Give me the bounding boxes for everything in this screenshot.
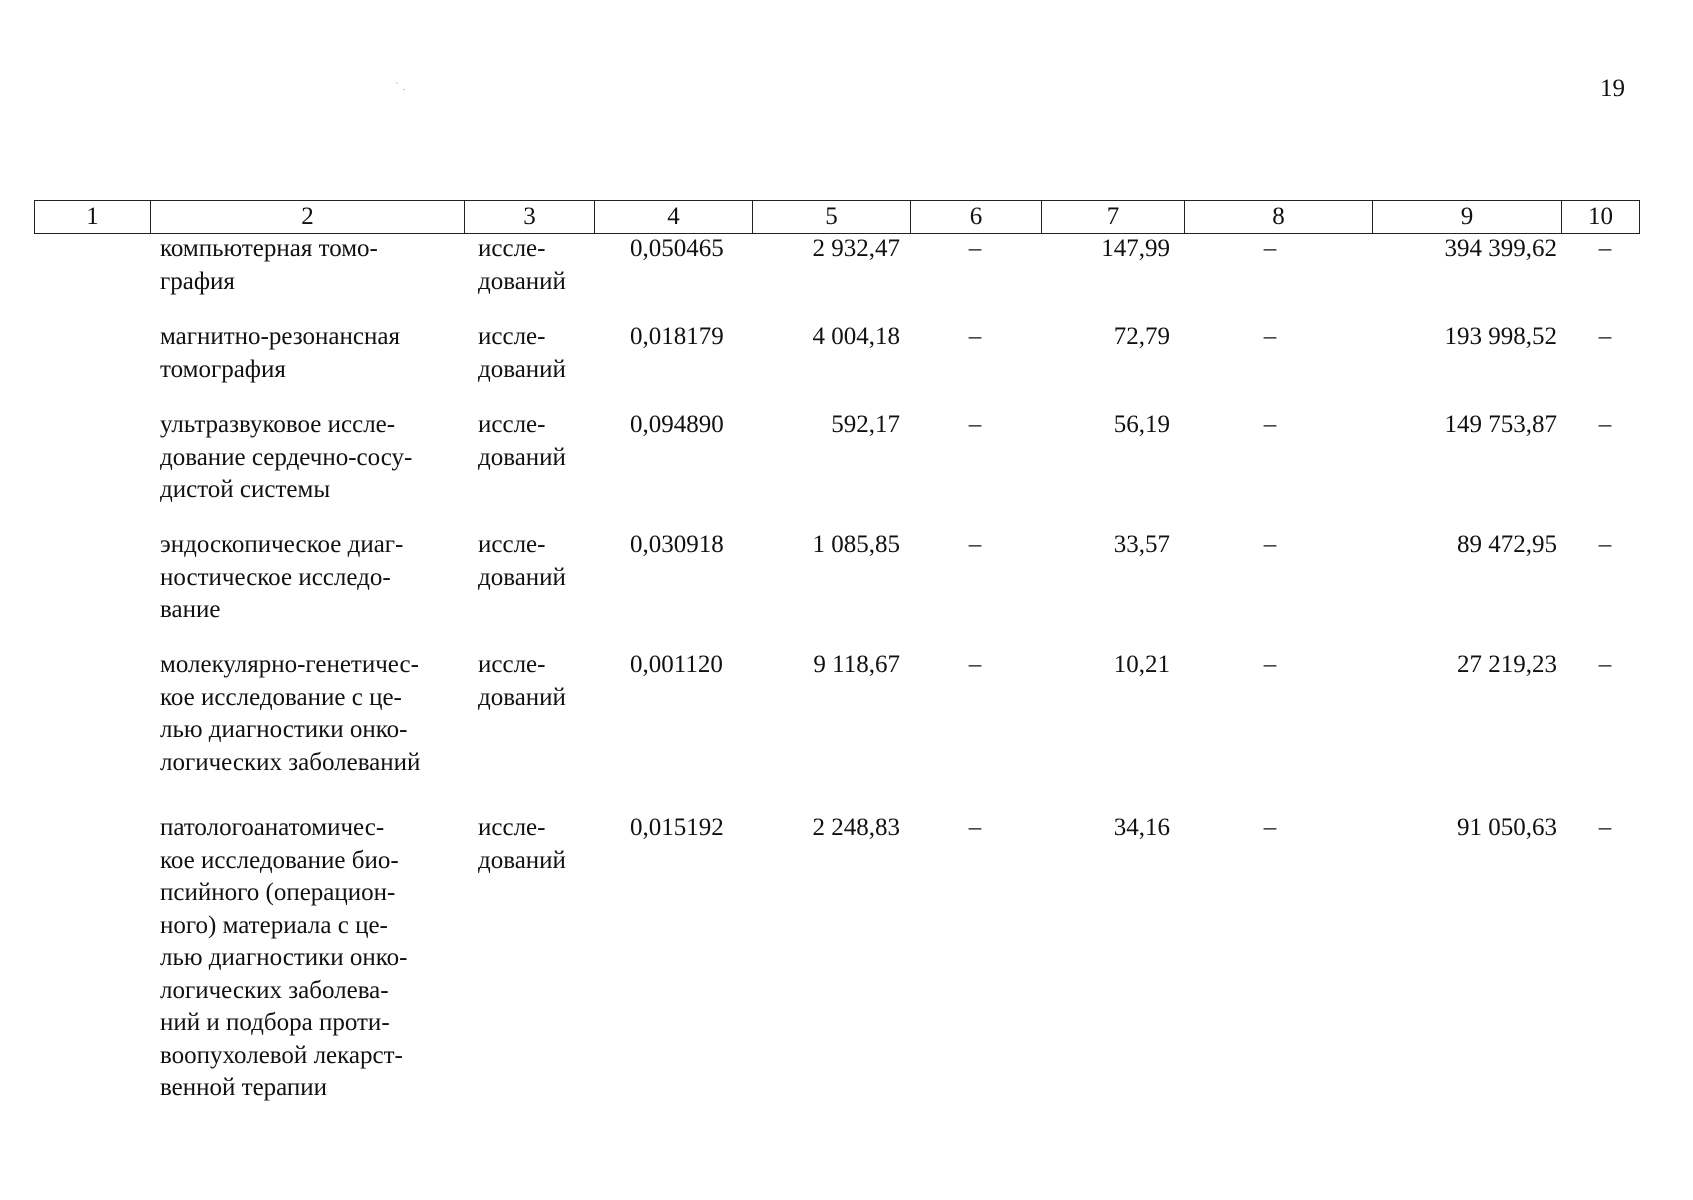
col5-value: 2 932,47 (812, 235, 900, 262)
column-number-8: 8 (1184, 201, 1372, 233)
service-name-line: дование сердечно-сосу- (160, 443, 413, 471)
col9-value: 91 050,63 (1457, 814, 1557, 841)
col10-value: – (1598, 531, 1612, 558)
service-name-line: псийного (операцион- (160, 879, 396, 906)
unit-line: дований (478, 267, 566, 295)
col10-value: – (1598, 323, 1612, 350)
col6-value: – (968, 651, 982, 678)
service-name-cell (160, 649, 456, 779)
service-name-cell (160, 233, 456, 298)
column-number-7: 7 (1041, 201, 1184, 233)
unit-line: иссле- (478, 323, 546, 350)
col8-value: – (1263, 323, 1277, 350)
col4-value: 0,015192 (630, 814, 724, 841)
unit-line: дований (478, 683, 566, 711)
service-name-line: ностическое исследо- (160, 563, 391, 591)
unit-cell (478, 409, 598, 474)
service-name-line: венной терапии (160, 1074, 328, 1101)
col9-value: 394 399,62 (1444, 235, 1557, 262)
service-name-line: ний и подбора проти- (160, 1009, 390, 1036)
col4-value: 0,094890 (630, 411, 724, 438)
service-name-line: лью диагностики онко- (160, 944, 408, 971)
service-name-line: патологоанатомичес- (160, 814, 385, 841)
col7-value: 33,57 (1113, 531, 1170, 558)
service-name-line: кое исследование био- (160, 846, 399, 874)
service-name-line: вание (160, 596, 221, 623)
unit-line: иссле- (478, 651, 546, 678)
col10-value: – (1598, 411, 1612, 438)
col7-value: 34,16 (1113, 814, 1170, 841)
column-number-3: 3 (464, 201, 594, 233)
unit-cell (478, 321, 598, 386)
service-name-line: компьютерная томо- (160, 235, 378, 262)
service-name-cell (160, 321, 456, 386)
col4-value: 0,001120 (630, 651, 723, 678)
column-number-10: 10 (1561, 201, 1639, 233)
col9-value: 27 219,23 (1457, 651, 1557, 678)
scan-artifact: ` . (395, 82, 407, 93)
page-number: 19 (1600, 75, 1625, 102)
col5-value: 9 118,67 (813, 651, 900, 678)
unit-cell (478, 233, 598, 298)
unit-line: дований (478, 846, 566, 874)
service-name-line: дистой системы (160, 476, 331, 503)
column-number-1: 1 (86, 203, 99, 230)
service-name-line: воопухолевой лекарст- (160, 1041, 403, 1069)
column-number-6: 6 (910, 201, 1041, 233)
unit-cell (478, 649, 598, 714)
col8-value: – (1263, 235, 1277, 262)
column-number-4: 4 (594, 201, 752, 233)
col10-value: – (1598, 814, 1612, 841)
service-name-line: графия (160, 267, 235, 295)
service-name-line: ультразвуковое иссле- (160, 411, 396, 438)
col8-value: – (1263, 411, 1277, 438)
unit-cell (478, 812, 598, 877)
unit-line: иссле- (478, 531, 546, 558)
col9-value: 193 998,52 (1444, 323, 1557, 350)
service-name-cell (160, 812, 456, 1105)
col10-value: – (1598, 651, 1612, 678)
col5-value: 592,17 (831, 411, 900, 438)
unit-cell (478, 529, 598, 594)
unit-line: дований (478, 443, 566, 471)
col7-value: 147,99 (1101, 235, 1170, 262)
col6-value: – (968, 323, 982, 350)
unit-line: иссле- (478, 235, 546, 262)
service-name-line: ного) материала с це- (160, 911, 388, 939)
unit-line: дований (478, 563, 566, 591)
service-name-line: молекулярно-генетичес- (160, 651, 419, 678)
col4-value: 0,018179 (630, 323, 724, 350)
col4-value: 0,050465 (630, 235, 724, 262)
service-name-line: эндоскопическое диаг- (160, 531, 404, 558)
column-number-5: 5 (752, 201, 910, 233)
service-name-line: лью диагностики онко- (160, 716, 408, 743)
service-name-line: логических заболева- (160, 976, 389, 1004)
column-number-9: 9 (1372, 201, 1561, 233)
col7-value: 72,79 (1113, 323, 1170, 350)
col4-value: 0,030918 (630, 531, 724, 558)
col6-value: – (968, 531, 982, 558)
col7-value: 10,21 (1113, 651, 1170, 678)
unit-line: иссле- (478, 411, 546, 438)
col8-value: – (1263, 651, 1277, 678)
unit-line: дований (478, 355, 566, 383)
service-name-cell (160, 529, 456, 627)
col9-value: 149 753,87 (1444, 411, 1557, 438)
col6-value: – (968, 814, 982, 841)
service-name-line: магнитно-резонансная (160, 323, 400, 350)
col7-value: 56,19 (1113, 411, 1170, 438)
col8-value: – (1263, 814, 1277, 841)
col5-value: 2 248,83 (812, 814, 900, 841)
service-name-line: томография (160, 355, 286, 383)
service-name-cell (160, 409, 456, 507)
service-name-line: логических заболеваний (160, 748, 421, 776)
col5-value: 1 085,85 (812, 531, 900, 558)
service-name-line: кое исследование с це- (160, 683, 402, 711)
column-number-2: 2 (150, 201, 464, 233)
col10-value: – (1598, 235, 1612, 262)
unit-line: иссле- (478, 814, 546, 841)
col5-value: 4 004,18 (812, 323, 900, 350)
col9-value: 89 472,95 (1457, 531, 1557, 558)
col6-value: – (968, 235, 982, 262)
col6-value: – (968, 411, 982, 438)
col8-value: – (1263, 531, 1277, 558)
